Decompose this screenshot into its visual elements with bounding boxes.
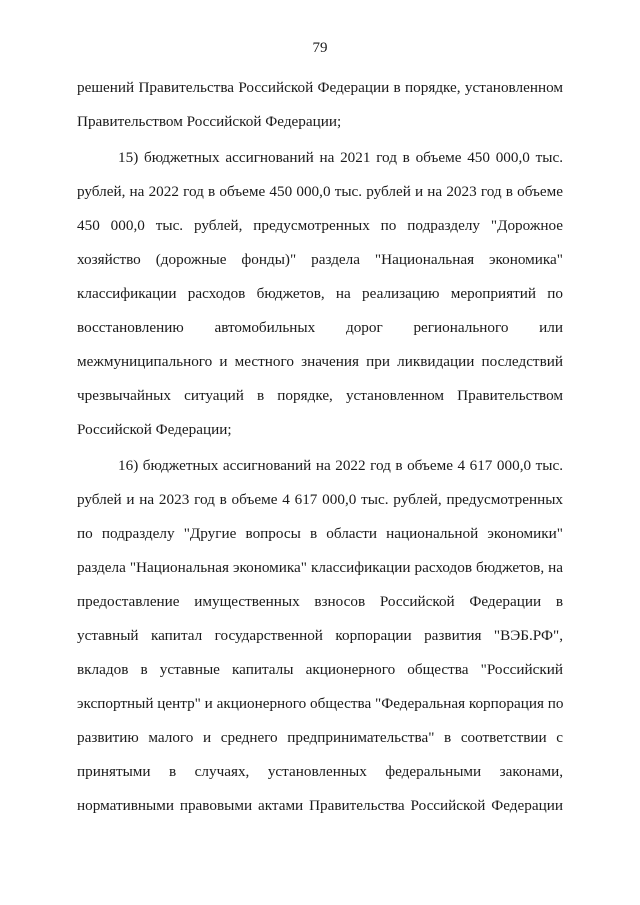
text-line: рублей, на 2022 год в объеме 450 000,0 тыс. рублей и на 2023 год в объеме	[77, 183, 563, 200]
text-line: нормативными правовыми актами Правительства Российской Федерации	[77, 797, 563, 814]
text-line: раздела "Национальная экономика" классификации расходов бюджетов, на	[77, 559, 563, 576]
text-line: классификации расходов бюджетов, на реализацию мероприятий по	[77, 285, 563, 302]
text-line: развитию малого и среднего предпринимательства" в соответствии с	[77, 729, 563, 746]
page-number: 79	[312, 40, 328, 56]
text-line: вкладов в уставные капиталы акционерного общества "Российский	[77, 661, 563, 678]
text-line: принятыми в случаях, установленных федеральными законами,	[77, 763, 563, 780]
text-line: хозяйство (дорожные фонды)" раздела "Национальная экономика"	[77, 251, 563, 268]
text-line: по подразделу "Другие вопросы в области национальной экономики"	[77, 525, 563, 542]
text-line: чрезвычайных ситуаций в порядке, установленном Правительством	[77, 387, 563, 404]
text-line: Правительством Российской Федерации;	[77, 113, 342, 130]
text-line: 450 000,0 тыс. рублей, предусмотренных по подразделу "Дорожное	[77, 217, 563, 234]
text-line: 15) бюджетных ассигнований на 2021 год в объеме 450 000,0 тыс.	[118, 149, 563, 166]
text-line: экспортный центр" и акционерного общества "Федеральная корпорация по	[77, 695, 564, 712]
text-line: 16) бюджетных ассигнований на 2022 год в объеме 4 617 000,0 тыс.	[118, 457, 563, 474]
text-line: Российской Федерации;	[77, 421, 232, 438]
text-line: решений Правительства Российской Федерации в порядке, установленном	[77, 79, 563, 96]
text-line: восстановлению автомобильных дорог регионального или	[77, 319, 563, 336]
text-line: предоставление имущественных взносов Российской Федерации в	[77, 593, 563, 610]
text-line: межмуниципального и местного значения при ликвидации последствий	[77, 353, 563, 370]
document-body	[77, 76, 563, 828]
text-line: рублей и на 2023 год в объеме 4 617 000,0 тыс. рублей, предусмотренных	[77, 491, 563, 508]
text-line: уставный капитал государственной корпорации развития "ВЭБ.РФ",	[77, 627, 563, 644]
